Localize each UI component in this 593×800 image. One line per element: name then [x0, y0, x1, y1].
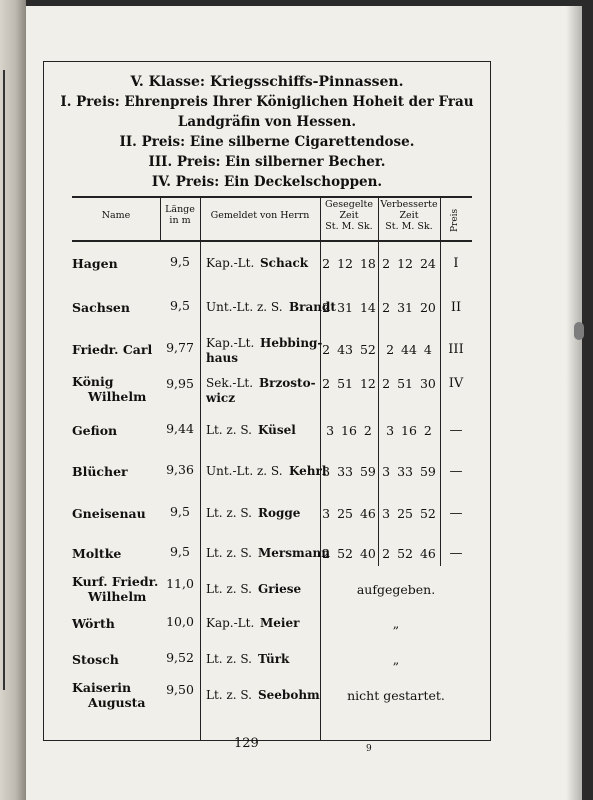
row-reporter-surname: Meier: [260, 616, 300, 630]
row-prize: IV: [448, 376, 464, 391]
table-header-rule: [72, 240, 472, 242]
row-reporter-rank: Lt. z. S.: [206, 688, 252, 702]
col-header-prize: Preis: [450, 208, 460, 232]
row-reporter-rank: Lt. z. S.: [206, 652, 252, 666]
row-reporter-surname: Brandt: [289, 300, 336, 314]
row-corrected-time: 2 12 24: [382, 256, 436, 271]
row-reporter-rank: Lt. z. S.: [206, 546, 252, 560]
adjacent-page-edge: [0, 0, 26, 800]
prize-4-line: IV. Preis: Ein Deckelschoppen.: [151, 174, 383, 190]
row-reporter-cont: haus: [206, 351, 238, 365]
row-prize: —: [449, 546, 463, 561]
class-header: [44, 72, 490, 192]
row-reporter-rank: Lt. z. S.: [206, 423, 252, 437]
row-reporter-surname: Kehrl: [289, 464, 327, 478]
row-prize: —: [449, 506, 463, 521]
row-length: 9,50: [166, 682, 194, 697]
row-prize: II: [450, 300, 462, 315]
col-header-length-b: in m: [169, 215, 191, 226]
row-reporter-surname: Mersmann: [258, 546, 330, 560]
row-reporter-rank: Kap.-Lt.: [206, 336, 255, 350]
col-header-sailed-a: Gesegelte: [325, 199, 373, 210]
class-title: V. Klasse: Kriegsschiffs-Pinnassen.: [130, 74, 404, 90]
col-header-sailed-b: Zeit: [339, 210, 359, 221]
row-reporter-rank: Unt.-Lt. z. S.: [206, 300, 283, 314]
row-name-b: Augusta: [88, 695, 146, 710]
row-reporter-rank: Kap.-Lt.: [206, 616, 255, 630]
page-tab-marker: [574, 322, 584, 340]
row-status: „: [392, 652, 400, 667]
col-rule-2: [200, 196, 201, 740]
row-name-a: Wörth: [72, 616, 115, 631]
row-name-a: Gneisenau: [72, 506, 146, 521]
col-header-corrected: [378, 199, 440, 232]
row-length: 10,0: [166, 614, 194, 629]
row-corrected-time: 3 33 59: [382, 464, 436, 479]
row-sailed-time: 2 31 14: [322, 300, 376, 315]
col-header-sailed: [320, 199, 378, 232]
row-status: nicht gestartet.: [347, 688, 445, 703]
results-frame: [43, 61, 491, 754]
row-length: 9,95: [166, 376, 194, 391]
row-reporter-name: [258, 652, 289, 667]
row-reporter-name: [260, 336, 322, 351]
row-prize: III: [448, 342, 464, 357]
col-header-corrected-c: St. M. Sk.: [385, 221, 433, 232]
col-header-corrected-b: Zeit: [399, 210, 419, 221]
row-reporter-rank: Lt. z. S.: [206, 582, 252, 596]
row-name-a: Hagen: [72, 256, 118, 271]
prize-3-line: III. Preis: Ein silberner Becher.: [148, 154, 386, 170]
prize-1-line-b: Landgräfin von Hessen.: [177, 114, 357, 130]
col-header-reporter-text: Gemeldet von Herrn: [210, 210, 310, 221]
table-top-rule: [72, 196, 472, 198]
col-header-sailed-c: St. M. Sk.: [325, 221, 373, 232]
row-reporter-surname: Seebohm: [258, 688, 320, 702]
col-header-reporter: [200, 210, 320, 221]
col-header-length-a: Länge: [165, 204, 195, 215]
row-reporter-surname: Türk: [258, 652, 290, 666]
row-length: 9,77: [166, 340, 194, 355]
row-corrected-time: 3 25 52: [382, 506, 436, 521]
row-reporter-surname: Schack: [260, 256, 309, 270]
row-sailed-time: 2 51 12: [322, 376, 376, 391]
prize-1-line-a: I. Preis: Ehrenpreis Ihrer Königlichen Hoheit der Frau: [60, 94, 474, 110]
row-reporter-name: [260, 616, 299, 631]
row-reporter-surname: Rogge: [258, 506, 301, 520]
page-gutter-shadow: [566, 6, 582, 800]
row-name-a: Stosch: [72, 652, 119, 667]
row-reporter-rank: Lt. z. S.: [206, 506, 252, 520]
row-name-a: Friedr. Carl: [72, 342, 153, 357]
row-length: 9,5: [170, 544, 190, 559]
row-sailed-time: 2 12 18: [322, 256, 376, 271]
row-reporter-surname: Brzosto-: [259, 376, 316, 390]
row-name-b: Wilhelm: [88, 389, 147, 404]
row-length: 9,36: [166, 462, 194, 477]
row-reporter-surname: Küsel: [258, 423, 296, 437]
row-name-a: Gefion: [72, 423, 118, 438]
row-sailed-time: 3 25 46: [322, 506, 376, 521]
row-reporter-name: [258, 506, 300, 521]
row-name-a: Kaiserin: [72, 680, 132, 695]
col-header-length: [160, 204, 200, 226]
row-sailed-time: 3 33 59: [322, 464, 376, 479]
row-corrected-time: 2 52 46: [382, 546, 436, 561]
row-sailed-time: 2 52 40: [322, 546, 376, 561]
signature-mark: 9: [366, 744, 372, 754]
row-length: 9,44: [166, 421, 194, 436]
row-name-a: Moltke: [72, 546, 122, 561]
row-name-a: Sachsen: [72, 300, 130, 315]
row-corrected-time: 3 16 2: [386, 423, 432, 438]
row-reporter-rank: Unt.-Lt. z. S.: [206, 464, 283, 478]
row-length: 11,0: [166, 576, 194, 591]
row-prize: —: [449, 464, 463, 479]
page-number: 129: [234, 736, 259, 751]
row-prize: —: [449, 423, 463, 438]
row-name-a: Blücher: [72, 464, 128, 479]
row-length: 9,5: [170, 298, 190, 313]
row-reporter-name: [258, 582, 301, 597]
row-name-b: Wilhelm: [88, 589, 147, 604]
row-corrected-time: 2 44 4: [386, 342, 432, 357]
col-header-name: [72, 210, 160, 221]
col-header-corrected-a: Verbesserte: [380, 199, 438, 210]
row-reporter-name: [258, 423, 296, 438]
row-reporter-cont: wicz: [206, 391, 236, 405]
row-name-a: Kurf. Friedr.: [72, 574, 159, 589]
row-sailed-time: 3 16 2: [326, 423, 372, 438]
row-sailed-time: 2 43 52: [322, 342, 376, 357]
row-prize: I: [453, 256, 459, 271]
row-reporter-name: [258, 688, 320, 703]
row-reporter-name: [260, 256, 308, 271]
row-reporter-rank: Sek.-Lt.: [206, 376, 254, 390]
row-reporter-surname: Hebbing-: [260, 336, 323, 350]
row-length: 9,52: [166, 650, 194, 665]
row-name-a: König: [72, 374, 114, 389]
col-header-name-text: Name: [101, 210, 131, 221]
row-status: aufgegeben.: [356, 582, 436, 597]
row-corrected-time: 2 31 20: [382, 300, 436, 315]
prize-2-line: II. Preis: Eine silberne Cigarettendose.: [119, 134, 415, 150]
row-reporter-name: [259, 376, 316, 391]
row-length: 9,5: [170, 504, 190, 519]
row-reporter-rank: Kap.-Lt.: [206, 256, 255, 270]
row-length: 9,5: [170, 254, 190, 269]
row-status: „: [392, 616, 400, 631]
row-corrected-time: 2 51 30: [382, 376, 436, 391]
row-reporter-surname: Griese: [258, 582, 302, 596]
